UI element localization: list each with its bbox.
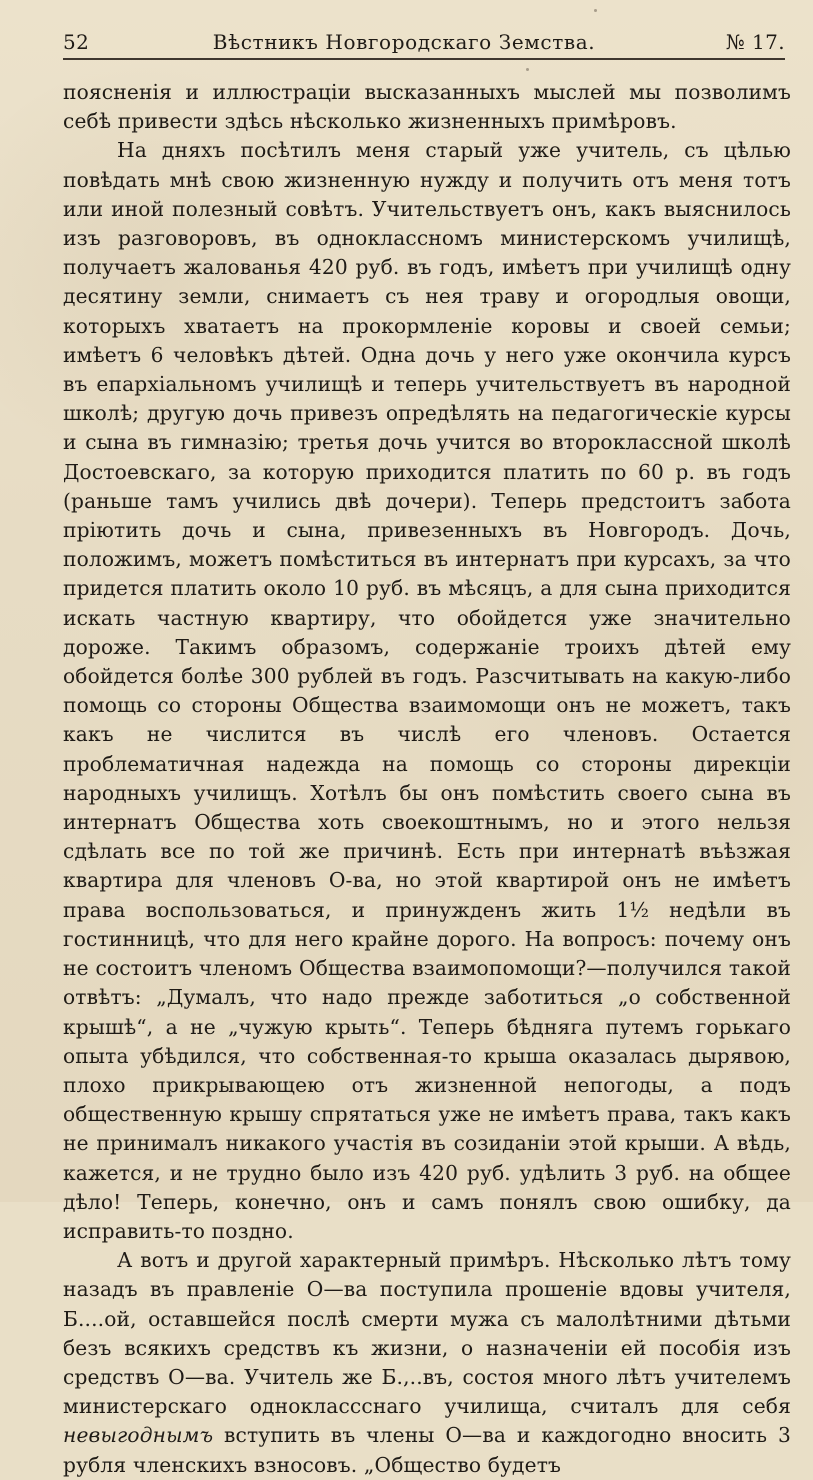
journal-title: Вѣстникъ Новгородскаго Земства. [212, 30, 596, 54]
paragraph-3 [63, 1246, 791, 1480]
page-header [63, 30, 785, 54]
paragraph-3-emphasis: невыгоднымъ [63, 1423, 214, 1448]
paragraph-2: На дняхъ посѣтилъ меня старый уже учитель, съ цѣлью повѣдать мнѣ свою жизненную нужду и получить отъ меня тотъ или иной полезный совѣтъ. Учительствуетъ онъ, какъ выяснилось изъ разговоровъ, въ одноклассномъ министерскомъ училищѣ, получаетъ жалованья 420 руб. въ годъ, имѣетъ при училищѣ одну десятину земли, снимаетъ съ нея траву и огородлыя овощи, которыхъ хватаетъ на прокормленіе коровы и своей семьи; имѣетъ 6 человѣкъ дѣтей. Одна дочь у него уже окончила курсъ въ епархіальномъ училищѣ и теперь учительствуетъ въ народной школѣ; другую дочь привезъ опредѣлять на педагогическіе курсы и сына въ гимназію; третья дочь учится во второклассной школѣ Достоевскаго, за которую приходится платить по 60 р. въ годъ (раньше тамъ учились двѣ дочери). Теперь предстоитъ забота пріютить дочь и сына, привезенныхъ въ Новгородъ. Дочь, положимъ, можетъ помѣститься въ интернатъ при курсахъ, за что придется платить около 10 руб. въ мѣсяцъ, а для сына приходится искать частную квартиру, что обойдется уже значительно дороже. Такимъ образомъ, содержаніе троихъ дѣтей ему обойдется болѣе 300 рублей въ годъ. Разсчитывать на какую-либо помощь со стороны Общества взаимомощи онъ не можетъ, такъ какъ не числится въ числѣ его членовъ. Остается проблематичная надежда на помощь со стороны дирекціи народныхъ училищъ. Хотѣлъ бы онъ помѣстить своего сына въ интернатъ Общества хоть своекоштнымъ, но и этого нельзя сдѣлать все по той же причинѣ. Есть при интернатѣ въѣзжая квартира для членовъ О-ва, но этой квартирой онъ не имѣетъ права воспользоваться, и принужденъ жить 1½ недѣли въ гостинницѣ, что для него крайне дорого. На вопросъ: почему онъ не состоитъ членомъ Общества взаимопомощи?—получился такой отвѣтъ: „Думалъ, что надо прежде заботиться „о собственной крышѣ“, а не „чужую крыть“. Теперь бѣдняга путемъ горькаго опыта убѣдился, что собственная-то крыша оказалась дырявою, плохо прикрывающею отъ жизненной непогоды, а подъ общественную крышу спрятаться уже не имѣетъ права, такъ какъ не принималъ никакого участія въ созиданіи этой крыши. А вѣдь, кажется, и не трудно было изъ 420 руб. удѣлить 3 руб. на общее дѣло! Теперь, конечно, онъ и самъ понялъ свою ошибку, да исправить-то поздно. [63, 138, 791, 1243]
page-number: 52 [63, 30, 90, 54]
paragraph-3-part-2: вступить въ члены О—ва и каждогодно вносить 3 рубля членскихъ взносовъ. „Общество будетъ [63, 1423, 791, 1477]
paper-speck [594, 9, 597, 12]
header-rule [63, 58, 785, 60]
paragraph-3-part-1: А вотъ и другой характерный примѣръ. Нѣсколько лѣтъ тому назадъ въ правленіе О—ва поступила прошеніе вдовы учителя, Б....ой, оставшейся послѣ смерти мужа съ малолѣтними дѣтьми безъ всякихъ средствъ къ жизни, о назначеніи ей пособія изъ средствъ О—ва. Учитель же Б.,..въ, состоя много лѣтъ учителемъ министерскаго одноклассснаго училища, считалъ для себя [63, 1248, 791, 1419]
paper-speck [526, 68, 529, 71]
issue-number: № 17. [725, 30, 785, 54]
paper-speck [506, 1087, 509, 1090]
paragraph-1: поясненія и иллюстраціи высказанныхъ мыслей мы позволимъ себѣ привести здѣсь нѣсколько жизненныхъ примѣровъ. [63, 80, 791, 134]
article-body [63, 78, 791, 1480]
